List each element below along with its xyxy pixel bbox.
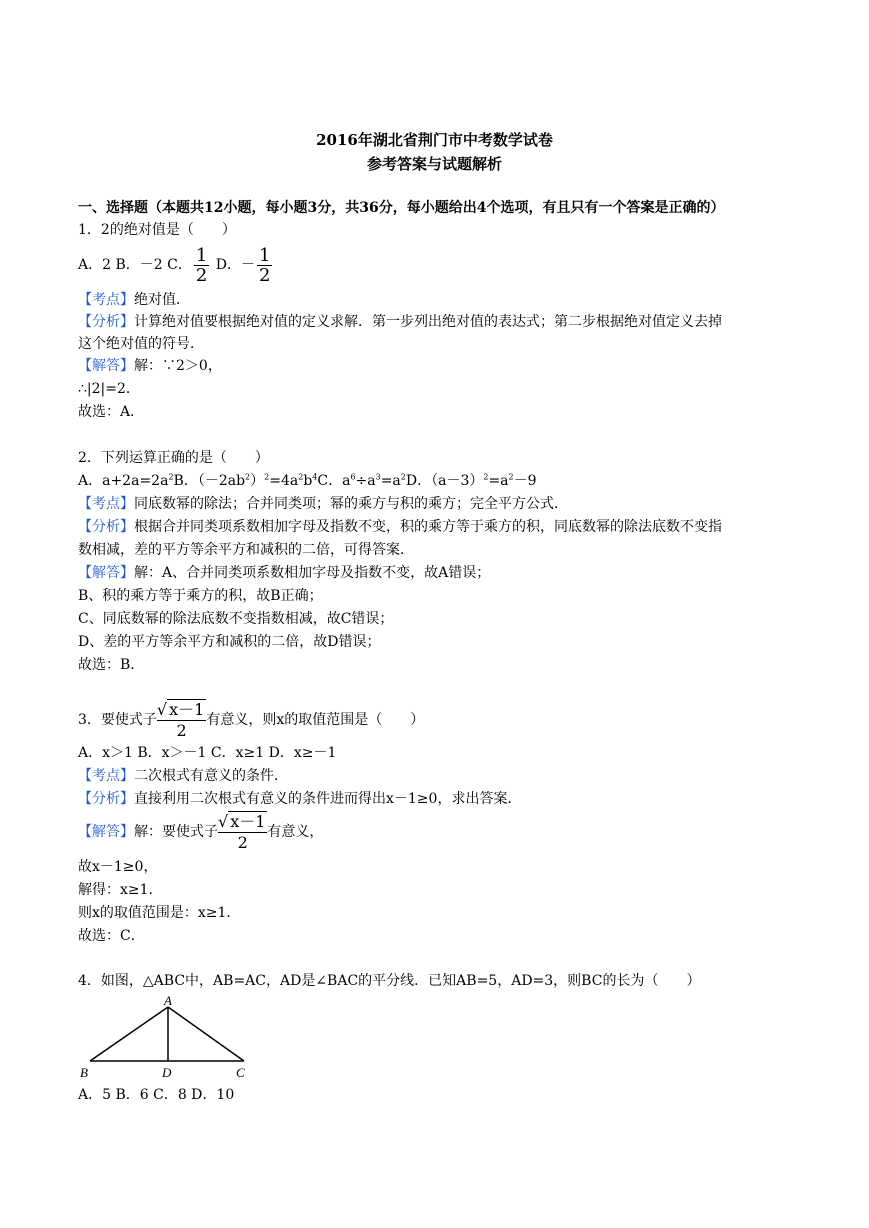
q3-fenxi (78, 789, 521, 809)
q1-fenxi (78, 312, 722, 332)
q2-jieda (78, 563, 490, 583)
q1-kaodian-text: 绝对值． (134, 292, 190, 308)
q2-option-text: C．a (317, 473, 351, 489)
q1-options-ab: A．2 B．－2 C． (78, 257, 192, 273)
q1-fenxi-cont: 这个绝对值的符号． (78, 336, 204, 352)
q2-option-text: A．a+2a=2a (78, 473, 169, 489)
q2-step-b: B、积的乘方等于乘方的积，故B正确； (78, 588, 323, 604)
tag-jieda: 【解答】 (78, 358, 134, 374)
q3-jieda-radicand: x－1 (230, 811, 266, 831)
q3-stem-post: 有意义，则x的取值范围是（ ） (206, 712, 425, 728)
section-heading: 一、选择题（本题共12小题，每小题3分，共36分，每小题给出4个选项，有且只有一个答案是正确的） (78, 200, 725, 216)
tag-fenxi: 【分析】 (78, 519, 134, 535)
q2-step-d: D、差的平方等余平方和减积的二倍，故D错误； (78, 634, 381, 650)
q3-step-1: 故x－1≥0， (78, 859, 158, 875)
page-title: 2016年湖北省荆门市中考数学试卷 (316, 131, 553, 149)
q2-option-superscript: 3 (375, 472, 381, 482)
q3-expression-den: 2 (176, 720, 187, 740)
q1-fraction-d-num: 1 (258, 244, 271, 266)
q1-jieda (78, 356, 222, 376)
label-a: A (164, 995, 172, 1008)
q2-option-superscript: 2 (264, 472, 270, 482)
q2-step-c: C、同底数幂的除法底数不变指数相减，故C错误； (78, 611, 394, 627)
tag-jieda: 【解答】 (78, 824, 134, 840)
q3-jieda-post: 有意义， (267, 824, 324, 840)
q3-expression (157, 700, 206, 741)
q1-jieda-text: 解：∵2＞0， (134, 358, 222, 374)
tag-kaodian: 【考点】 (78, 496, 134, 512)
q2-option-text: =4a (269, 473, 299, 489)
page-subtitle: 参考答案与试题解析 (366, 155, 502, 173)
q1-answer: 故选：A． (78, 404, 145, 420)
q3-stem-pre: 3．要使式子 (78, 712, 157, 728)
q2-answer: 故选：B． (78, 657, 145, 673)
q3-jieda-expression (218, 812, 267, 853)
q3-jieda-expression-den: 2 (237, 832, 248, 852)
q3-jieda-pre: 解：要使式子 (134, 824, 218, 840)
tag-kaodian: 【考点】 (78, 768, 134, 784)
q2-option-text: －9 (513, 473, 537, 489)
q1-step: ∴|2|=2． (78, 381, 140, 397)
q3-options: A．x＞1 B．x＞－1 C．x≥1 D．x≥－1 (78, 745, 337, 761)
q3-jieda (78, 809, 323, 855)
q2-fenxi-text: 根据合并同类项系数相加字母及指数不变，积的乘方等于乘方的积，同底数幂的除法底数不变指 (134, 519, 722, 535)
q2-option-superscript: 2 (508, 472, 514, 482)
q2-option-superscript: 2 (298, 472, 304, 482)
q2-kaodian (78, 494, 568, 514)
q3-answer: 故选：C． (78, 928, 145, 944)
tag-fenxi: 【分析】 (78, 791, 134, 807)
q2-stem: 2．下列运算正确的是（ ） (78, 450, 269, 466)
q1-fraction-c (194, 246, 209, 285)
side-ac (168, 1007, 244, 1061)
q3-step-3: 则x的取值范围是：x≥1． (78, 905, 241, 921)
q3-kaodian-text: 二次根式有意义的条件． (134, 768, 288, 784)
q2-option-text: =a (380, 473, 401, 489)
q2-option-superscript: 2 (168, 472, 174, 482)
q2-option-text: ） (250, 473, 265, 489)
q2-option-superscript: 2 (245, 472, 251, 482)
tag-jieda: 【解答】 (78, 565, 134, 581)
q2-option-superscript: 6 (350, 472, 356, 482)
side-ab (90, 1007, 168, 1061)
q3-kaodian (78, 766, 288, 786)
tag-fenxi: 【分析】 (78, 314, 134, 330)
q2-option-superscript: 2 (483, 472, 489, 482)
q1-fraction-c-num: 1 (195, 244, 208, 266)
q3-radicand: x－1 (169, 699, 205, 719)
q2-fenxi-cont: 数相减，差的平方等余平方和减积的二倍，可得答案． (78, 542, 414, 558)
q2-kaodian-text: 同底数幂的除法；合并同类项；幂的乘方与积的乘方；完全平方公式． (134, 496, 568, 512)
q2-option-text: B．（－2ab (173, 473, 246, 489)
q1-options (78, 245, 274, 285)
label-c: C (236, 1065, 245, 1080)
q2-option-text: =a (488, 473, 509, 489)
q2-option-superscript: 4 (312, 472, 318, 482)
sqrt-symbol: √ (156, 699, 168, 719)
q1-stem: 1．2的绝对值是（ ） (78, 222, 236, 238)
q1-fraction-c-den: 2 (195, 264, 208, 286)
q3-fenxi-text: 直接利用二次根式有意义的条件进而得出x－1≥0，求出答案． (134, 791, 522, 807)
label-d: D (162, 1065, 172, 1080)
sqrt-symbol: √ (218, 811, 229, 831)
q3-jieda-expression-num (218, 812, 267, 833)
tag-kaodian: 【考点】 (78, 292, 134, 308)
q3-step-2: 解得：x≥1． (78, 882, 163, 898)
label-b: B (80, 1065, 88, 1080)
q2-options (78, 471, 537, 491)
q4-stem: 4．如图，△ABC中，AB=AC，AD是∠BAC的平分线．已知AB=5，AD=3，则BC的长为（ ） (78, 973, 701, 989)
q1-fenxi-text: 计算绝对值要根据绝对值的定义求解．第一步列出绝对值的表达式；第二步根据绝对值定义去掉 (134, 314, 722, 330)
q1-option-d: D．－ (211, 257, 255, 273)
q4-triangle-figure (78, 995, 258, 1080)
q2-option-text: ÷a (355, 473, 376, 489)
q1-fraction-d (257, 246, 272, 285)
q3-expression-num (157, 700, 206, 721)
q4-options: A．5 B．6 C．8 D．10 (78, 1087, 235, 1103)
q1-kaodian (78, 290, 190, 310)
q3-stem (78, 697, 424, 743)
q2-option-text: D．（a－3） (405, 473, 484, 489)
q2-jieda-text: 解：A、合并同类项系数相加字母及指数不变，故A错误； (134, 565, 491, 581)
q1-fraction-d-den: 2 (258, 264, 271, 286)
q2-fenxi (78, 517, 722, 537)
q2-option-text: b (303, 473, 313, 489)
q2-option-superscript: 2 (400, 472, 406, 482)
